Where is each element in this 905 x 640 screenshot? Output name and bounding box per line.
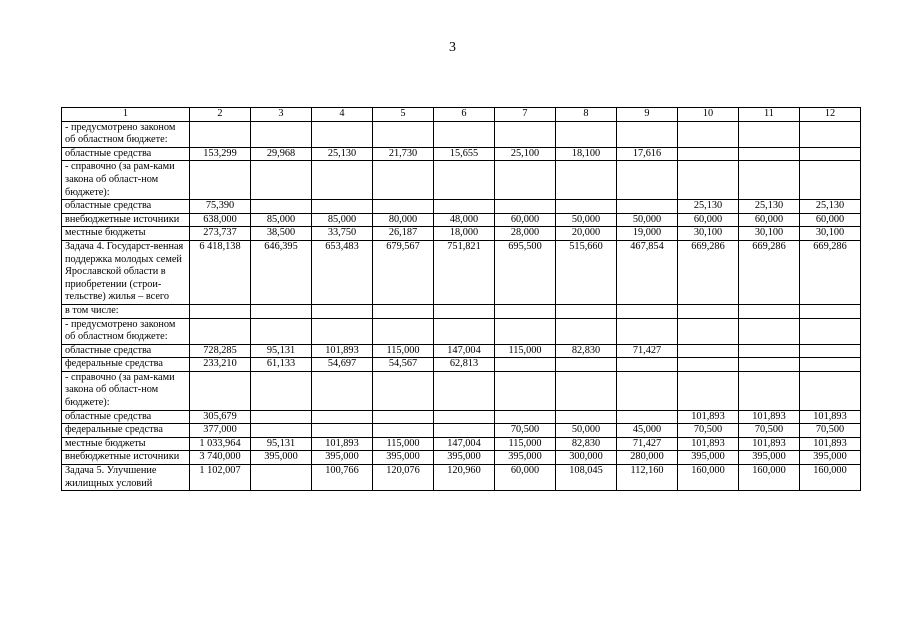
table-cell: 305,679 xyxy=(190,410,251,424)
table-cell xyxy=(678,161,739,200)
table-cell xyxy=(434,424,495,438)
table-cell: 62,813 xyxy=(434,358,495,372)
table-cell: 25,130 xyxy=(739,200,800,214)
table-cell xyxy=(617,318,678,344)
table-cell xyxy=(617,304,678,318)
table-cell: 21,730 xyxy=(373,147,434,161)
table-cell xyxy=(251,318,312,344)
table-row xyxy=(62,424,861,438)
table-cell: 646,395 xyxy=(251,240,312,304)
table-cell: 30,100 xyxy=(739,227,800,241)
table-cell: 108,045 xyxy=(556,465,617,491)
row-label: внебюджетные источники xyxy=(62,213,190,227)
table-cell: 82,830 xyxy=(556,437,617,451)
table-row xyxy=(62,227,861,241)
table-cell xyxy=(251,371,312,410)
table-cell xyxy=(739,371,800,410)
table-cell: 147,004 xyxy=(434,437,495,451)
row-label: Задача 4. Государст-венная поддержка молодых семей Ярославской области в приобретении (строи-тельстве) жилья – всего xyxy=(62,240,190,304)
table-cell: 653,483 xyxy=(312,240,373,304)
table-row xyxy=(62,344,861,358)
table-cell: 395,000 xyxy=(678,451,739,465)
table-cell xyxy=(190,161,251,200)
table-cell xyxy=(556,121,617,147)
table-cell: 50,000 xyxy=(556,213,617,227)
table-cell: 101,893 xyxy=(678,410,739,424)
budget-table xyxy=(61,107,861,491)
table-cell: 280,000 xyxy=(617,451,678,465)
table-row xyxy=(62,451,861,465)
table-cell: 50,000 xyxy=(617,213,678,227)
column-number: 1 xyxy=(62,108,190,122)
table-cell xyxy=(739,121,800,147)
table-cell xyxy=(312,121,373,147)
row-label: - справочно (за рам-ками закона об област-ном бюджете): xyxy=(62,371,190,410)
table-cell xyxy=(190,371,251,410)
table-cell: 115,000 xyxy=(373,344,434,358)
table-cell: 30,100 xyxy=(800,227,861,241)
table-cell: 160,000 xyxy=(800,465,861,491)
table-cell xyxy=(495,121,556,147)
table-cell xyxy=(800,318,861,344)
table-cell: 101,893 xyxy=(678,437,739,451)
row-label: федеральные средства xyxy=(62,424,190,438)
table-cell: 153,299 xyxy=(190,147,251,161)
table-cell: 515,660 xyxy=(556,240,617,304)
table-cell: 101,893 xyxy=(312,437,373,451)
table-cell xyxy=(373,410,434,424)
table-cell xyxy=(312,318,373,344)
table-cell: 17,616 xyxy=(617,147,678,161)
table-cell: 160,000 xyxy=(678,465,739,491)
table-cell xyxy=(434,161,495,200)
table-cell xyxy=(739,304,800,318)
table-row xyxy=(62,200,861,214)
table-cell xyxy=(495,410,556,424)
column-number: 12 xyxy=(800,108,861,122)
table-cell: 728,285 xyxy=(190,344,251,358)
table-cell xyxy=(617,200,678,214)
row-label: - справочно (за рам-ками закона об област-ном бюджете): xyxy=(62,161,190,200)
table-cell xyxy=(800,121,861,147)
table-row xyxy=(62,465,861,491)
table-cell: 60,000 xyxy=(678,213,739,227)
table-cell xyxy=(190,304,251,318)
table-cell: 18,100 xyxy=(556,147,617,161)
table-cell xyxy=(312,424,373,438)
table-cell xyxy=(373,318,434,344)
table-cell xyxy=(556,161,617,200)
table-cell xyxy=(251,200,312,214)
table-cell: 30,100 xyxy=(678,227,739,241)
table-cell: 115,000 xyxy=(495,437,556,451)
table-cell: 25,130 xyxy=(800,200,861,214)
row-label: областные средства xyxy=(62,344,190,358)
table-cell: 45,000 xyxy=(617,424,678,438)
table-cell: 25,130 xyxy=(678,200,739,214)
table-cell xyxy=(678,371,739,410)
table-cell: 101,893 xyxy=(739,410,800,424)
table-cell: 679,567 xyxy=(373,240,434,304)
table-cell: 115,000 xyxy=(373,437,434,451)
column-number: 6 xyxy=(434,108,495,122)
table-cell xyxy=(617,161,678,200)
row-label: в том числе: xyxy=(62,304,190,318)
table-cell: 80,000 xyxy=(373,213,434,227)
table-cell: 112,160 xyxy=(617,465,678,491)
table-cell: 395,000 xyxy=(312,451,373,465)
table-cell: 1 102,007 xyxy=(190,465,251,491)
table-cell xyxy=(434,410,495,424)
table-cell xyxy=(800,161,861,200)
table-cell: 33,750 xyxy=(312,227,373,241)
table-cell xyxy=(800,304,861,318)
table-cell xyxy=(434,121,495,147)
table-row xyxy=(62,437,861,451)
page-number: 3 xyxy=(449,40,456,55)
column-number: 11 xyxy=(739,108,800,122)
row-label: - предусмотрено законом об областном бюджете: xyxy=(62,121,190,147)
table-cell: 60,000 xyxy=(495,465,556,491)
column-number: 9 xyxy=(617,108,678,122)
table-cell xyxy=(495,358,556,372)
row-label: местные бюджеты xyxy=(62,437,190,451)
table-cell xyxy=(678,318,739,344)
table-cell xyxy=(739,147,800,161)
table-cell xyxy=(251,465,312,491)
row-label: областные средства xyxy=(62,147,190,161)
table-cell: 101,893 xyxy=(800,410,861,424)
table-cell: 395,000 xyxy=(495,451,556,465)
table-cell: 101,893 xyxy=(739,437,800,451)
table-cell xyxy=(556,304,617,318)
table-cell: 20,000 xyxy=(556,227,617,241)
table-cell: 70,500 xyxy=(678,424,739,438)
table-cell xyxy=(739,358,800,372)
column-number: 7 xyxy=(495,108,556,122)
table-cell xyxy=(617,371,678,410)
table-cell xyxy=(434,371,495,410)
table-cell: 395,000 xyxy=(373,451,434,465)
table-cell xyxy=(312,304,373,318)
table-cell xyxy=(373,161,434,200)
table-row xyxy=(62,161,861,200)
table-row xyxy=(62,213,861,227)
table-cell xyxy=(678,358,739,372)
table-cell: 50,000 xyxy=(556,424,617,438)
table-cell xyxy=(434,200,495,214)
table-cell xyxy=(800,371,861,410)
table-row xyxy=(62,121,861,147)
table-cell: 54,567 xyxy=(373,358,434,372)
table-cell xyxy=(678,304,739,318)
table-cell: 147,004 xyxy=(434,344,495,358)
table-cell xyxy=(251,304,312,318)
table-cell: 82,830 xyxy=(556,344,617,358)
table-cell: 377,000 xyxy=(190,424,251,438)
table-cell xyxy=(739,161,800,200)
table-cell: 38,500 xyxy=(251,227,312,241)
row-label: областные средства xyxy=(62,410,190,424)
table-cell: 395,000 xyxy=(800,451,861,465)
column-number: 4 xyxy=(312,108,373,122)
row-label: - предусмотрено законом об областном бюджете: xyxy=(62,318,190,344)
table-cell: 3 740,000 xyxy=(190,451,251,465)
table-row xyxy=(62,358,861,372)
table-row xyxy=(62,410,861,424)
table-cell: 467,854 xyxy=(617,240,678,304)
table-row xyxy=(62,318,861,344)
table-cell xyxy=(617,121,678,147)
table-cell: 669,286 xyxy=(739,240,800,304)
table-cell xyxy=(556,358,617,372)
table-cell xyxy=(495,304,556,318)
table-cell xyxy=(434,318,495,344)
table-cell: 160,000 xyxy=(739,465,800,491)
table-cell: 395,000 xyxy=(739,451,800,465)
table-row xyxy=(62,147,861,161)
table-cell: 115,000 xyxy=(495,344,556,358)
table-cell: 669,286 xyxy=(800,240,861,304)
table-cell xyxy=(495,161,556,200)
table-cell xyxy=(495,200,556,214)
table-cell xyxy=(800,358,861,372)
table-cell xyxy=(678,147,739,161)
table-cell: 28,000 xyxy=(495,227,556,241)
table-cell: 54,697 xyxy=(312,358,373,372)
table-cell: 48,000 xyxy=(434,213,495,227)
table-cell: 95,131 xyxy=(251,344,312,358)
table-cell xyxy=(312,161,373,200)
table-cell: 101,893 xyxy=(312,344,373,358)
table-cell: 100,766 xyxy=(312,465,373,491)
table-cell xyxy=(556,371,617,410)
table-cell: 19,000 xyxy=(617,227,678,241)
table-cell: 395,000 xyxy=(434,451,495,465)
table-cell: 300,000 xyxy=(556,451,617,465)
table-cell: 61,133 xyxy=(251,358,312,372)
table-cell: 25,100 xyxy=(495,147,556,161)
table-cell: 120,960 xyxy=(434,465,495,491)
column-number: 3 xyxy=(251,108,312,122)
table-cell: 25,130 xyxy=(312,147,373,161)
table-cell xyxy=(190,318,251,344)
table-cell xyxy=(251,410,312,424)
row-label: федеральные средства xyxy=(62,358,190,372)
table-cell xyxy=(312,410,373,424)
row-label: внебюджетные источники xyxy=(62,451,190,465)
table-cell: 71,427 xyxy=(617,437,678,451)
table-cell xyxy=(251,424,312,438)
table-cell: 120,076 xyxy=(373,465,434,491)
table-cell: 70,500 xyxy=(739,424,800,438)
table-cell: 18,000 xyxy=(434,227,495,241)
table-cell: 29,968 xyxy=(251,147,312,161)
table-cell: 85,000 xyxy=(312,213,373,227)
column-number: 2 xyxy=(190,108,251,122)
table-cell xyxy=(678,121,739,147)
table-cell: 95,131 xyxy=(251,437,312,451)
table-cell xyxy=(373,200,434,214)
table-cell xyxy=(556,410,617,424)
table-cell: 669,286 xyxy=(678,240,739,304)
table-cell xyxy=(617,410,678,424)
table-cell: 395,000 xyxy=(251,451,312,465)
table-cell: 15,655 xyxy=(434,147,495,161)
table-row xyxy=(62,371,861,410)
table-cell xyxy=(312,371,373,410)
column-number: 10 xyxy=(678,108,739,122)
table-cell xyxy=(190,121,251,147)
table-cell: 695,500 xyxy=(495,240,556,304)
table-cell xyxy=(373,304,434,318)
table-cell: 60,000 xyxy=(800,213,861,227)
table-cell xyxy=(312,200,373,214)
table-cell xyxy=(739,344,800,358)
table-cell xyxy=(556,318,617,344)
row-label: местные бюджеты xyxy=(62,227,190,241)
column-number: 8 xyxy=(556,108,617,122)
table-cell xyxy=(373,371,434,410)
table-cell: 60,000 xyxy=(495,213,556,227)
table-cell: 1 033,964 xyxy=(190,437,251,451)
column-number: 5 xyxy=(373,108,434,122)
table-cell xyxy=(739,318,800,344)
table-cell: 70,500 xyxy=(495,424,556,438)
table-cell: 85,000 xyxy=(251,213,312,227)
table-row xyxy=(62,304,861,318)
table-cell xyxy=(495,371,556,410)
table-cell: 6 418,138 xyxy=(190,240,251,304)
table-cell xyxy=(373,424,434,438)
table-cell: 70,500 xyxy=(800,424,861,438)
table-cell: 101,893 xyxy=(800,437,861,451)
row-label: Задача 5. Улучшение жилищных условий xyxy=(62,465,190,491)
table-cell: 71,427 xyxy=(617,344,678,358)
table-cell: 638,000 xyxy=(190,213,251,227)
table-cell xyxy=(251,121,312,147)
table-cell xyxy=(373,121,434,147)
table-cell: 233,210 xyxy=(190,358,251,372)
table-cell xyxy=(678,344,739,358)
table-cell xyxy=(800,344,861,358)
table-cell: 273,737 xyxy=(190,227,251,241)
table-row xyxy=(62,240,861,304)
table-cell xyxy=(556,200,617,214)
table-cell: 60,000 xyxy=(739,213,800,227)
table-cell: 751,821 xyxy=(434,240,495,304)
table-cell xyxy=(800,147,861,161)
table-cell: 75,390 xyxy=(190,200,251,214)
row-label: областные средства xyxy=(62,200,190,214)
table-cell xyxy=(434,304,495,318)
table-cell xyxy=(617,358,678,372)
table-cell: 26,187 xyxy=(373,227,434,241)
table-cell xyxy=(251,161,312,200)
table-cell xyxy=(495,318,556,344)
column-number-row xyxy=(62,108,861,122)
